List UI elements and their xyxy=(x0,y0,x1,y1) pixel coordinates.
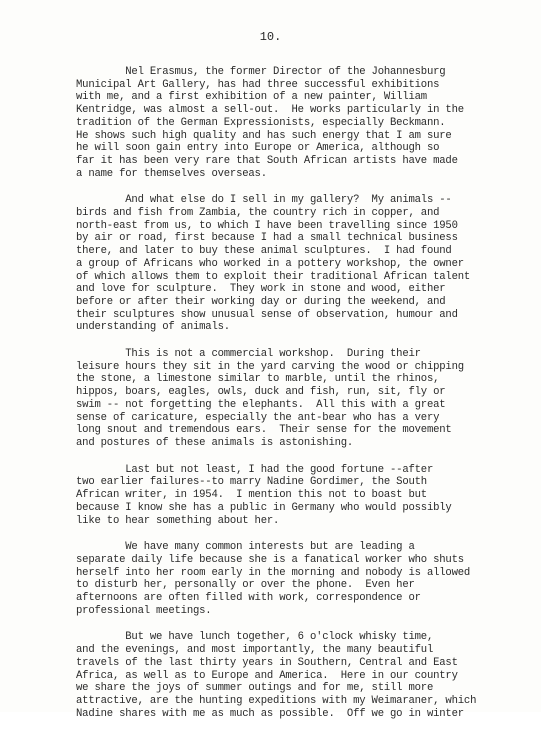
paragraph xyxy=(76,194,526,334)
text-line: before or after their working day or during the weekend, and xyxy=(76,295,446,308)
text-line: African writer, in 1954. I mention this not to boast but xyxy=(76,489,427,502)
text-line: hippos, boars, eagles, owls, duck and fish, run, sit, fly or xyxy=(76,386,446,399)
text-line: and love for sculpture. They work in stone and wood, either xyxy=(76,283,446,296)
text-line: And what else do I sell in my gallery? My animals -- xyxy=(76,194,452,207)
text-line: birds and fish from Zambia, the country rich in copper, and xyxy=(76,207,440,220)
text-line: like to hear something about her. xyxy=(76,514,280,527)
text-line: attractive, are the hunting expeditions with my Weimaraner, which xyxy=(76,694,477,707)
text-line: north-east from us, to which I have been travelling since 1950 xyxy=(76,219,458,232)
text-line: the stone, a limestone similar to marble, until the rhinos, xyxy=(76,373,440,386)
text-line: long snout and tremendous ears. Their sense for the movement xyxy=(76,424,452,437)
text-line: afternoons are often filled with work, correspondence or xyxy=(76,592,421,605)
text-line: their sculptures show unusual sense of observation, humour and xyxy=(76,308,458,321)
text-line: He shows such high quality and has such energy that I am sure xyxy=(76,129,452,142)
text-line: with me, and a first exhibition of a new painter, William xyxy=(76,91,427,104)
text-line: tradition of the German Expressionists, especially Beckmann. xyxy=(76,116,446,129)
text-line: professional meetings. xyxy=(76,604,212,617)
text-line: we share the joys of summer outings and for me, still more xyxy=(76,682,434,695)
paragraph xyxy=(76,66,526,180)
text-line: there, and later to buy these animal sculptures. I had found xyxy=(76,245,452,258)
text-line: and the evenings, and most importantly, the many beautiful xyxy=(76,644,434,657)
text-line: swim -- not forgetting the elephants. All this with a great xyxy=(76,398,446,411)
paragraph xyxy=(76,348,526,450)
text-line: Nel Erasmus, the former Director of the Johannesburg xyxy=(76,66,446,78)
text-line: a group of Africans who worked in a pottery workshop, the owner xyxy=(76,257,464,270)
paragraph xyxy=(76,464,526,528)
text-line: Africa, as well as to Europe and America. Here in our country xyxy=(76,669,458,682)
text-line: herself into her room early in the morning and nobody is allowed xyxy=(76,566,471,579)
text-line: Kentridge, was almost a sell-out. He works particularly in the xyxy=(76,104,464,117)
text-line: But we have lunch together, 6 o'clock whisky time, xyxy=(76,631,434,644)
text-line: two earlier failures--to marry Nadine Gordimer, the South xyxy=(76,476,427,489)
paragraph xyxy=(76,541,526,617)
text-line: separate daily life because she is a fanatical worker who shuts xyxy=(76,553,464,566)
text-line: and postures of these animals is astonishing. xyxy=(76,436,354,449)
text-line: a name for themselves overseas. xyxy=(76,167,267,180)
text-line: sense of caricature, especially the ant-bear who has a very xyxy=(76,411,440,424)
text-line: Last but not least, I had the good fortune --after xyxy=(76,463,434,476)
text-line: of which allows them to exploit their traditional African talent xyxy=(76,270,471,283)
text-line: by air or road, first because I had a small technical business xyxy=(76,232,458,245)
text-line: This is not a commercial workshop. During their xyxy=(76,348,421,361)
text-line: travels of the last thirty years in Southern, Central and East xyxy=(76,656,458,669)
text-line: Nadine shares with me as much as possible. Off we go in winter xyxy=(76,707,464,720)
text-line: We have many common interests but are leading a xyxy=(76,541,415,554)
text-line: because I know she has a public in Germany who would possibly xyxy=(76,501,452,514)
text-line: far it has been very rare that South African artists have made xyxy=(76,154,458,167)
page-number: 10. xyxy=(259,30,282,44)
text-line: leisure hours they sit in the yard carving the wood or chipping xyxy=(76,360,464,373)
paragraph xyxy=(76,631,526,720)
body-text xyxy=(76,66,526,734)
text-line: understanding of animals. xyxy=(76,321,230,334)
text-line: he will soon gain entry into Europe or America, although so xyxy=(76,142,440,155)
text-line: to disturb her, personally or over the phone. Even her xyxy=(76,579,415,592)
text-line: Municipal Art Gallery, has had three successful exhibitions xyxy=(76,78,440,91)
